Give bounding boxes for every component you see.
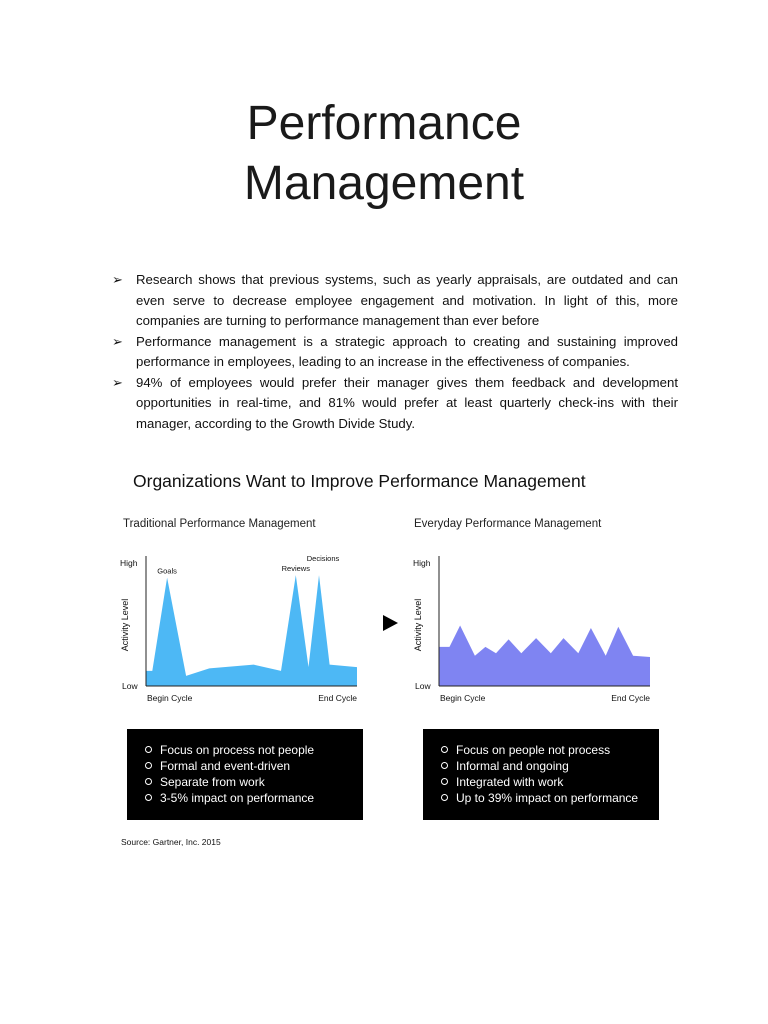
circle-bullet-icon bbox=[441, 794, 448, 801]
y-axis-title: Activity Level bbox=[413, 598, 423, 652]
summary-item bbox=[441, 742, 659, 758]
activity-area bbox=[439, 626, 650, 687]
everyday-summary-box bbox=[423, 729, 659, 820]
everyday-activity-chart bbox=[410, 548, 660, 708]
circle-bullet-icon bbox=[441, 746, 448, 753]
summary-item bbox=[441, 774, 659, 790]
summary-item-text: Integrated with work bbox=[456, 775, 564, 789]
summary-item-text: Focus on people not process bbox=[456, 743, 611, 757]
bullet-item bbox=[112, 373, 678, 435]
summary-item bbox=[145, 774, 363, 790]
x-tick-label-end: End Cycle bbox=[611, 693, 650, 703]
traditional-panel-title: Traditional Performance Management bbox=[123, 518, 316, 530]
circle-bullet-icon bbox=[441, 778, 448, 785]
circle-bullet-icon bbox=[145, 762, 152, 769]
summary-item bbox=[441, 758, 659, 774]
summary-item bbox=[145, 790, 363, 806]
summary-item bbox=[145, 758, 363, 774]
y-tick-label-low: Low bbox=[415, 681, 431, 691]
y-axis-title: Activity Level bbox=[120, 598, 130, 652]
play-arrow-icon bbox=[383, 615, 398, 631]
peak-annotation-reviews: Reviews bbox=[281, 564, 310, 574]
traditional-activity-chart bbox=[117, 548, 367, 708]
bullet-text: Performance management is a strategic approach to creating and sustaining improved performance in employees, leading to an increase in the effectiveness of companies. bbox=[136, 333, 678, 369]
circle-bullet-icon bbox=[441, 762, 448, 769]
page-title bbox=[0, 94, 768, 214]
figure-title: Organizations Want to Improve Performance Management bbox=[133, 471, 586, 491]
x-tick-label-begin: Begin Cycle bbox=[440, 693, 486, 703]
arrow-bullet-icon: ➢ bbox=[112, 272, 123, 287]
page-title-line-1: Performance bbox=[246, 97, 522, 150]
bullet-list bbox=[112, 270, 678, 434]
peak-annotation-decisions: Decisions bbox=[306, 554, 340, 564]
summary-item-text: Separate from work bbox=[160, 775, 265, 789]
bullet-text: Research shows that previous systems, such as yearly appraisals, are outdated and can even serve to decrease employee engagement and motivation. In light of this, more companies are turning to performance management than ever before bbox=[136, 272, 678, 328]
peak-annotation-goals: Goals bbox=[157, 566, 177, 576]
figure-source: Source: Gartner, Inc. 2015 bbox=[121, 837, 221, 847]
circle-bullet-icon bbox=[145, 794, 152, 801]
circle-bullet-icon bbox=[145, 746, 152, 753]
x-tick-label-begin: Begin Cycle bbox=[147, 693, 193, 703]
bullet-item bbox=[112, 332, 678, 373]
y-tick-label-low: Low bbox=[122, 681, 138, 691]
bullet-text: 94% of employees would prefer their manager gives them feedback and development opportunities in real-time, and 81% would prefer at least quarterly check-ins with their manager, according to the Growth Divide Study. bbox=[136, 374, 678, 431]
everyday-panel-title: Everyday Performance Management bbox=[414, 518, 602, 530]
summary-item bbox=[441, 790, 659, 806]
y-tick-label-high: High bbox=[120, 558, 138, 568]
page-title-line-2: Management bbox=[243, 157, 525, 210]
arrow-bullet-icon: ➢ bbox=[112, 333, 123, 349]
summary-item-text: Informal and ongoing bbox=[456, 759, 569, 773]
activity-area bbox=[146, 575, 357, 686]
summary-item-text: 3-5% impact on performance bbox=[160, 791, 315, 805]
x-tick-label-end: End Cycle bbox=[318, 693, 357, 703]
summary-item-text: Up to 39% impact on performance bbox=[456, 791, 639, 805]
arrow-bullet-icon: ➢ bbox=[112, 374, 123, 390]
bullet-item bbox=[112, 270, 678, 332]
circle-bullet-icon bbox=[145, 778, 152, 785]
summary-item-text: Focus on process not people bbox=[160, 743, 315, 757]
summary-item bbox=[145, 742, 363, 758]
traditional-summary-box bbox=[127, 729, 363, 820]
y-tick-label-high: High bbox=[413, 558, 431, 568]
summary-item-text: Formal and event-driven bbox=[160, 759, 291, 773]
